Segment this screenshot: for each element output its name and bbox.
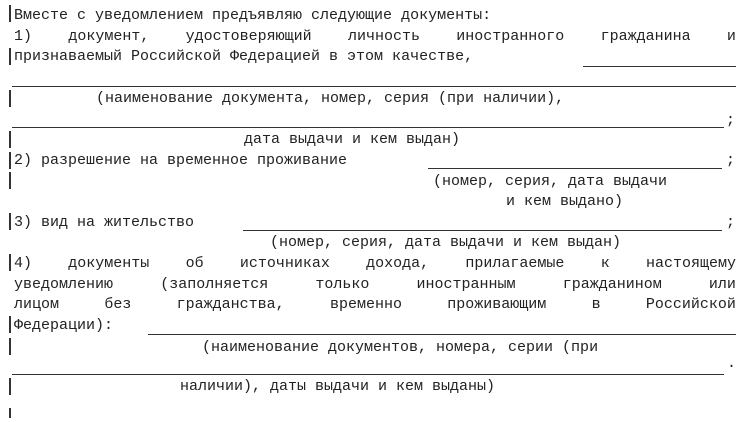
item1-line1 (14, 28, 736, 46)
item4-word: только (315, 276, 370, 293)
margin-bar (9, 338, 11, 355)
item2-hint-a: (номер, серия, дата выдачи (433, 173, 668, 190)
item4-word: или (708, 276, 736, 293)
intro-text: Вместе с уведомлением предъявляю следующие документы: (14, 7, 492, 24)
item4-word: прилагаемые (465, 255, 565, 272)
item4-word: иностранным (416, 276, 516, 293)
margin-bar (9, 378, 11, 395)
item4-line3 (14, 296, 736, 314)
item1-hint-a: (наименование документа, номер, серия (при наличии), (96, 90, 565, 107)
item4-hint-b: наличии), даты выдачи и кем выданы) (180, 378, 496, 395)
item1-word: 1) (14, 28, 33, 45)
item4-word: источниках (239, 255, 330, 272)
item2-label: 2) разрешение на временное проживание (14, 152, 348, 169)
item1-word: иностранного (456, 28, 565, 45)
item4-word: временно (329, 296, 402, 313)
item4-word: (заполняется (160, 276, 269, 293)
item4-word: к (600, 255, 610, 272)
margin-bar (9, 254, 11, 271)
item4-word: лицом (14, 296, 60, 313)
item2-fill-line[interactable] (428, 168, 722, 169)
margin-bar (9, 152, 11, 169)
item4-word: проживающим (447, 296, 547, 313)
item4-word: гражданином (562, 276, 662, 293)
item4-line2 (14, 276, 736, 294)
item3-label: 3) вид на жительство (14, 214, 195, 231)
item4-word: документы (68, 255, 150, 272)
margin-bar (9, 90, 11, 107)
item3-end: ; (726, 214, 736, 231)
margin-bar (9, 172, 11, 189)
item1-word: и (726, 28, 736, 45)
item2-end: ; (726, 152, 736, 169)
item4-end: . (727, 355, 737, 372)
item4-word: настоящему (645, 255, 736, 272)
item4-word: в (591, 296, 601, 313)
item1-fill-line-a[interactable] (583, 66, 736, 67)
margin-bar (9, 131, 11, 148)
item4-line1 (14, 255, 736, 273)
margin-bar (9, 408, 11, 418)
margin-bar (9, 213, 11, 230)
item4-fill-line-a[interactable] (148, 334, 736, 335)
item4-word: гражданства, (176, 296, 285, 313)
item4-word: 4) (14, 255, 33, 272)
item1-word: удостоверяющий (185, 28, 312, 45)
item4-word: об (185, 255, 204, 272)
item4-word: Российской (645, 296, 736, 313)
item1-line4-end: ; (726, 112, 736, 129)
item1-hint-b: дата выдачи и кем выдан) (244, 131, 461, 148)
margin-bar (9, 5, 11, 22)
item3-fill-line[interactable] (243, 230, 722, 231)
margin-bar (9, 48, 11, 65)
item2-hint-b: и кем выдано) (506, 193, 624, 210)
item1-line2: признаваемый Российской Федерацией в этом качестве, (14, 48, 474, 65)
item1-word: гражданина (600, 28, 691, 45)
item4-fill-line-b[interactable] (12, 374, 724, 375)
item1-fill-line-c[interactable] (12, 127, 724, 128)
item4-word: дохода, (366, 255, 430, 272)
item4-hint-a: (наименование документов, номера, серии (при (202, 339, 599, 356)
item1-word: документ, (68, 28, 150, 45)
item3-hint: (номер, серия, дата выдачи и кем выдан) (270, 234, 622, 251)
item1-fill-line-b[interactable] (12, 86, 736, 87)
item1-word: личность (347, 28, 420, 45)
item4-word: без (104, 296, 132, 313)
margin-bar (9, 316, 11, 333)
item4-word: уведомлению (14, 276, 114, 293)
item4-line4: Федерации): (14, 317, 114, 334)
